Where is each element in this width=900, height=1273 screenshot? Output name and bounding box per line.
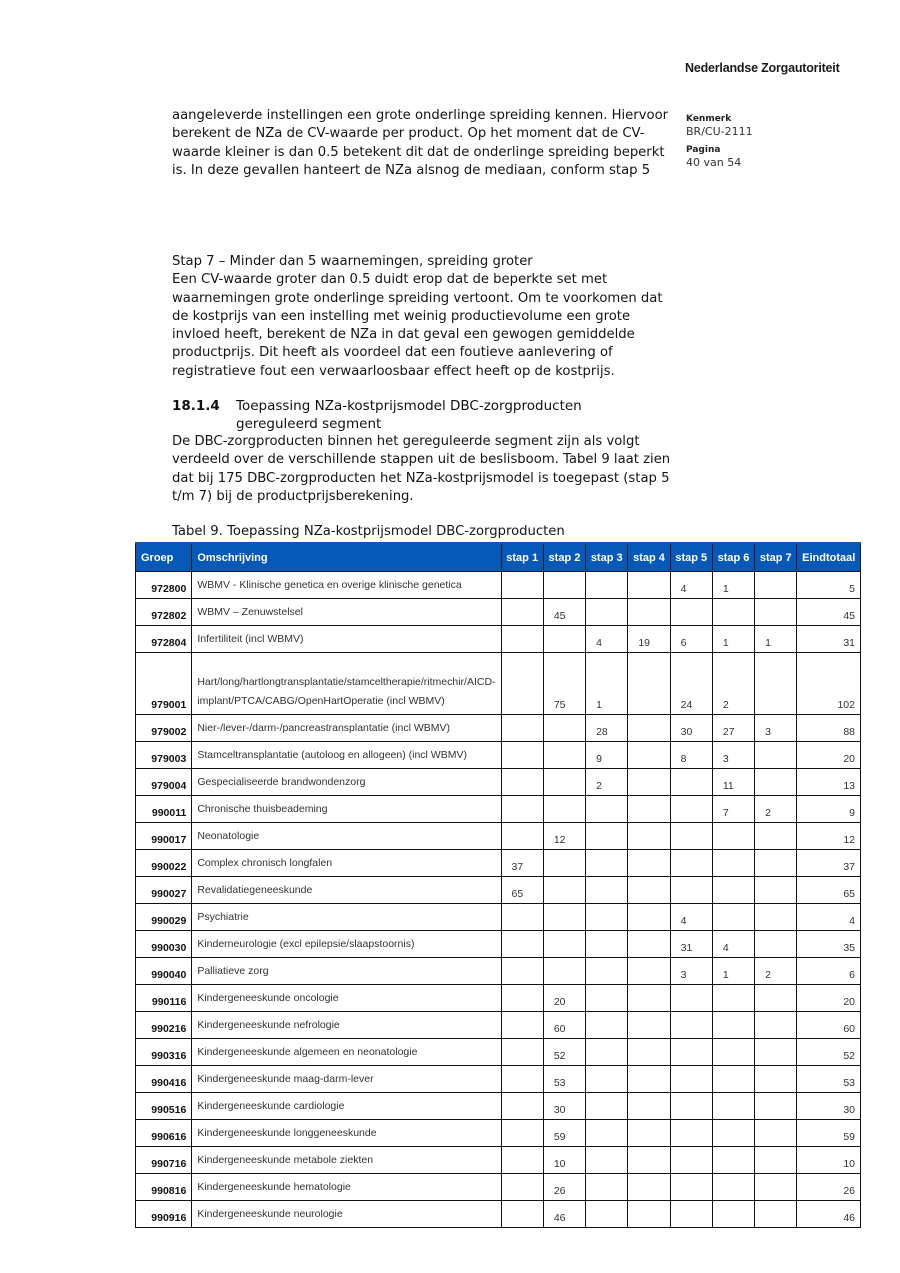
cell-eindtotaal: 30 xyxy=(797,1093,861,1120)
cell-stap7 xyxy=(755,985,797,1012)
cell-stap1 xyxy=(501,796,543,823)
cell-stap2 xyxy=(543,572,585,599)
cell-stap2: 26 xyxy=(543,1174,585,1201)
col-stap3: stap 3 xyxy=(586,543,628,572)
cell-stap1 xyxy=(501,626,543,653)
cell-groep: 990316 xyxy=(136,1039,192,1066)
cell-stap4 xyxy=(628,1012,670,1039)
cell-stap7 xyxy=(755,599,797,626)
cell-stap4 xyxy=(628,653,670,715)
cell-stap1 xyxy=(501,1066,543,1093)
cell-stap5 xyxy=(670,599,712,626)
cell-stap4 xyxy=(628,1147,670,1174)
section-title-line2: gereguleerd segment xyxy=(236,416,382,432)
cell-stap2: 52 xyxy=(543,1039,585,1066)
cell-stap4 xyxy=(628,572,670,599)
cell-stap6 xyxy=(712,1120,754,1147)
table-row xyxy=(136,796,861,823)
cell-stap6: 1 xyxy=(712,626,754,653)
cell-stap3: 4 xyxy=(586,626,628,653)
cell-omschrijving: Revalidatiegeneeskunde xyxy=(192,877,501,904)
cell-stap2: 12 xyxy=(543,823,585,850)
section-heading xyxy=(172,397,682,433)
table-row xyxy=(136,958,861,985)
cell-groep: 990616 xyxy=(136,1120,192,1147)
cell-stap3 xyxy=(586,985,628,1012)
cell-stap4 xyxy=(628,904,670,931)
cell-omschrijving: Stamceltransplantatie (autoloog en allogeen) (incl WBMV) xyxy=(192,742,501,769)
cell-stap4 xyxy=(628,1120,670,1147)
cell-stap5: 4 xyxy=(670,904,712,931)
cell-stap5 xyxy=(670,796,712,823)
cell-stap6 xyxy=(712,1174,754,1201)
cell-groep: 990030 xyxy=(136,931,192,958)
cell-stap4 xyxy=(628,1201,670,1228)
cell-groep: 979001 xyxy=(136,653,192,715)
cell-omschrijving: Infertiliteit (incl WBMV) xyxy=(192,626,501,653)
cell-stap3 xyxy=(586,1147,628,1174)
cell-stap1: 65 xyxy=(501,877,543,904)
cell-groep: 990716 xyxy=(136,1147,192,1174)
cell-stap7: 1 xyxy=(755,626,797,653)
cell-stap2: 10 xyxy=(543,1147,585,1174)
cell-stap6 xyxy=(712,599,754,626)
cell-stap1 xyxy=(501,958,543,985)
cell-stap1 xyxy=(501,1039,543,1066)
cell-stap2 xyxy=(543,742,585,769)
cell-stap5 xyxy=(670,1147,712,1174)
cell-stap4 xyxy=(628,599,670,626)
col-groep: Groep xyxy=(136,543,192,572)
cell-stap3 xyxy=(586,823,628,850)
cell-stap2: 30 xyxy=(543,1093,585,1120)
table-row xyxy=(136,931,861,958)
cell-omschrijving: Gespecialiseerde brandwondenzorg xyxy=(192,769,501,796)
table-row xyxy=(136,572,861,599)
cell-eindtotaal: 26 xyxy=(797,1174,861,1201)
cell-eindtotaal: 20 xyxy=(797,985,861,1012)
cell-stap7 xyxy=(755,850,797,877)
cell-stap1 xyxy=(501,904,543,931)
cell-stap5 xyxy=(670,1039,712,1066)
cell-stap7 xyxy=(755,904,797,931)
cell-stap6: 4 xyxy=(712,931,754,958)
cell-stap1 xyxy=(501,823,543,850)
cell-omschrijving: WBMV - Klinische genetica en overige klinische genetica xyxy=(192,572,501,599)
cell-stap3 xyxy=(586,958,628,985)
cell-stap2 xyxy=(543,877,585,904)
cell-stap6 xyxy=(712,904,754,931)
cell-eindtotaal: 59 xyxy=(797,1120,861,1147)
cell-stap2 xyxy=(543,958,585,985)
cell-stap5: 24 xyxy=(670,653,712,715)
cell-groep: 990027 xyxy=(136,877,192,904)
cell-stap1 xyxy=(501,985,543,1012)
table-row xyxy=(136,850,861,877)
table-row xyxy=(136,742,861,769)
cell-stap2: 45 xyxy=(543,599,585,626)
cell-stap2: 59 xyxy=(543,1120,585,1147)
cell-stap1 xyxy=(501,572,543,599)
cell-stap5 xyxy=(670,1174,712,1201)
cell-stap6: 3 xyxy=(712,742,754,769)
cell-groep: 972802 xyxy=(136,599,192,626)
cell-omschrijving: Kindergeneeskunde nefrologie xyxy=(192,1012,501,1039)
cell-groep: 972804 xyxy=(136,626,192,653)
cell-eindtotaal: 52 xyxy=(797,1039,861,1066)
cell-stap4 xyxy=(628,850,670,877)
cell-stap5 xyxy=(670,1120,712,1147)
cell-groep: 990816 xyxy=(136,1174,192,1201)
cell-stap1 xyxy=(501,742,543,769)
table-row xyxy=(136,904,861,931)
paragraph-intro: aangeleverde instellingen een grote onderlinge spreiding kennen. Hiervoor berekent de NZa de CV-waarde per product. Op het moment dat de CV-waarde kleiner is dan 0.5 betekent dit dat de onderlinge spreiding beperkt is. In deze gevallen hanteert de NZa alsnog de mediaan, conform stap 5 xyxy=(172,108,669,178)
cell-stap6 xyxy=(712,823,754,850)
cell-stap7 xyxy=(755,742,797,769)
cell-eindtotaal: 60 xyxy=(797,1012,861,1039)
cell-eindtotaal: 4 xyxy=(797,904,861,931)
cell-stap6 xyxy=(712,985,754,1012)
col-stap7: stap 7 xyxy=(755,543,797,572)
cell-stap5: 6 xyxy=(670,626,712,653)
cell-eindtotaal: 10 xyxy=(797,1147,861,1174)
cell-stap4 xyxy=(628,958,670,985)
cell-stap5 xyxy=(670,823,712,850)
cell-stap3 xyxy=(586,904,628,931)
cell-stap7 xyxy=(755,931,797,958)
table-row xyxy=(136,599,861,626)
cell-omschrijving: Kindergeneeskunde oncologie xyxy=(192,985,501,1012)
table-header-row xyxy=(136,543,861,572)
col-stap4: stap 4 xyxy=(628,543,670,572)
cell-stap1: 37 xyxy=(501,850,543,877)
cell-eindtotaal: 102 xyxy=(797,653,861,715)
cell-stap7 xyxy=(755,1093,797,1120)
cell-stap6: 7 xyxy=(712,796,754,823)
cell-eindtotaal: 31 xyxy=(797,626,861,653)
table-row xyxy=(136,1147,861,1174)
cell-stap3 xyxy=(586,572,628,599)
cell-omschrijving: Kindergeneeskunde cardiologie xyxy=(192,1093,501,1120)
cell-eindtotaal: 46 xyxy=(797,1201,861,1228)
organization-name: Nederlandse Zorgautoriteit xyxy=(685,61,840,75)
table-caption: Tabel 9. Toepassing NZa-kostprijsmodel DBC-zorgproducten xyxy=(172,524,565,539)
cell-stap7 xyxy=(755,1120,797,1147)
cell-eindtotaal: 53 xyxy=(797,1066,861,1093)
cell-stap1 xyxy=(501,1147,543,1174)
cell-stap4 xyxy=(628,1066,670,1093)
cell-stap3: 9 xyxy=(586,742,628,769)
cell-stap1 xyxy=(501,1093,543,1120)
col-stap1: stap 1 xyxy=(501,543,543,572)
cell-stap6 xyxy=(712,1066,754,1093)
cell-omschrijving: Kindergeneeskunde algemeen en neonatologie xyxy=(192,1039,501,1066)
cell-stap3 xyxy=(586,1066,628,1093)
cell-omschrijving: Neonatologie xyxy=(192,823,501,850)
cell-stap4 xyxy=(628,796,670,823)
cell-stap2: 53 xyxy=(543,1066,585,1093)
cell-stap7 xyxy=(755,823,797,850)
cell-stap7 xyxy=(755,1039,797,1066)
stap7-title: Stap 7 – Minder dan 5 waarnemingen, spreiding groter xyxy=(172,254,533,269)
cell-stap3 xyxy=(586,1012,628,1039)
cell-stap3: 1 xyxy=(586,653,628,715)
pagina-label: Pagina xyxy=(686,144,721,155)
cell-groep: 990416 xyxy=(136,1066,192,1093)
cell-stap3 xyxy=(586,850,628,877)
cell-stap7 xyxy=(755,572,797,599)
cell-groep: 990916 xyxy=(136,1201,192,1228)
cell-stap4 xyxy=(628,877,670,904)
kenmerk-label: Kenmerk xyxy=(686,114,732,124)
cell-eindtotaal: 6 xyxy=(797,958,861,985)
table-row xyxy=(136,1120,861,1147)
cell-stap5 xyxy=(670,1066,712,1093)
cell-groep: 990116 xyxy=(136,985,192,1012)
cell-stap2: 60 xyxy=(543,1012,585,1039)
cell-stap6 xyxy=(712,1039,754,1066)
cell-stap1 xyxy=(501,769,543,796)
cell-stap7 xyxy=(755,1012,797,1039)
cell-stap7 xyxy=(755,877,797,904)
cell-stap4 xyxy=(628,742,670,769)
cell-groep: 990040 xyxy=(136,958,192,985)
cell-eindtotaal: 20 xyxy=(797,742,861,769)
cell-stap6 xyxy=(712,1201,754,1228)
cell-stap2 xyxy=(543,769,585,796)
table-row xyxy=(136,1201,861,1228)
cell-omschrijving: WBMV – Zenuwstelsel xyxy=(192,599,501,626)
cell-stap7 xyxy=(755,653,797,715)
cell-stap3 xyxy=(586,1174,628,1201)
table-row xyxy=(136,985,861,1012)
cell-stap2 xyxy=(543,904,585,931)
cell-stap5: 31 xyxy=(670,931,712,958)
cell-omschrijving: Hart/long/hartlongtransplantatie/stamceltherapie/ritmechir/AICD-implant/PTCA/CABG/OpenHartOperatie (incl WBMV) xyxy=(192,653,501,715)
cell-stap6 xyxy=(712,850,754,877)
table-row xyxy=(136,715,861,742)
cell-stap6 xyxy=(712,1093,754,1120)
cell-stap3: 2 xyxy=(586,769,628,796)
cell-eindtotaal: 12 xyxy=(797,823,861,850)
cell-groep: 990022 xyxy=(136,850,192,877)
cell-stap3 xyxy=(586,1120,628,1147)
cell-stap4 xyxy=(628,1039,670,1066)
cell-eindtotaal: 35 xyxy=(797,931,861,958)
table-row xyxy=(136,769,861,796)
col-omschrijving: Omschrijving xyxy=(192,543,501,572)
table-row xyxy=(136,877,861,904)
cell-stap5: 4 xyxy=(670,572,712,599)
table-row xyxy=(136,823,861,850)
cell-stap4 xyxy=(628,769,670,796)
cell-stap5 xyxy=(670,985,712,1012)
cell-stap2: 46 xyxy=(543,1201,585,1228)
cell-stap1 xyxy=(501,1201,543,1228)
cell-stap3: 28 xyxy=(586,715,628,742)
cell-stap3 xyxy=(586,931,628,958)
section-number: 18.1.4 xyxy=(172,398,220,414)
paragraph-section: De DBC-zorgproducten binnen het gereguleerde segment zijn als volgt verdeeld over de verschillende stappen uit de beslisboom. Tabel 9 laat zien dat bij 175 DBC-zorgproducten het NZa-kostprijsmodel is toegepast (stap 5 t/m 7) bij de productprijsberekening. xyxy=(172,434,671,504)
cell-stap7: 3 xyxy=(755,715,797,742)
col-eindtotaal: Eindtotaal xyxy=(797,543,861,572)
cell-stap7 xyxy=(755,1066,797,1093)
cell-stap2 xyxy=(543,796,585,823)
cell-eindtotaal: 88 xyxy=(797,715,861,742)
cell-groep: 990216 xyxy=(136,1012,192,1039)
cell-omschrijving: Kindergeneeskunde metabole ziekten xyxy=(192,1147,501,1174)
cell-stap6: 27 xyxy=(712,715,754,742)
document-meta xyxy=(686,114,753,176)
cell-stap5 xyxy=(670,1012,712,1039)
cell-groep: 990029 xyxy=(136,904,192,931)
table-row xyxy=(136,653,861,715)
cell-stap3 xyxy=(586,1039,628,1066)
cell-stap2 xyxy=(543,931,585,958)
cell-omschrijving: Kinderneurologie (excl epilepsie/slaapstoornis) xyxy=(192,931,501,958)
cell-groep: 979002 xyxy=(136,715,192,742)
cell-omschrijving: Palliatieve zorg xyxy=(192,958,501,985)
cell-stap7: 2 xyxy=(755,958,797,985)
col-stap2: stap 2 xyxy=(543,543,585,572)
cell-stap1 xyxy=(501,1120,543,1147)
cell-stap1 xyxy=(501,715,543,742)
stap7-text: Een CV-waarde groter dan 0.5 duidt erop dat de beperkte set met waarnemingen grote onderlinge spreiding vertoont. Om te voorkomen dat de kostprijs van een instelling met weinig productievolume een grote invloed heeft, berekent de NZa in dat geval een gewogen gemiddelde productprijs. Dit heeft als voordeel dat een foutieve aanlevering of registratieve fout een verwaarloosbaar effect heeft op de kostprijs. xyxy=(172,272,663,379)
table-row xyxy=(136,1012,861,1039)
cell-groep: 990017 xyxy=(136,823,192,850)
cell-stap2 xyxy=(543,715,585,742)
cell-stap2 xyxy=(543,850,585,877)
cell-stap5: 30 xyxy=(670,715,712,742)
cell-eindtotaal: 65 xyxy=(797,877,861,904)
section-title-line1: Toepassing NZa-kostprijsmodel DBC-zorgproducten xyxy=(236,398,582,414)
cell-stap5 xyxy=(670,850,712,877)
cell-stap6 xyxy=(712,877,754,904)
cell-stap1 xyxy=(501,931,543,958)
cell-stap6 xyxy=(712,1147,754,1174)
kenmerk-value: BR/CU-2111 xyxy=(686,124,753,138)
cell-stap5 xyxy=(670,1093,712,1120)
cell-stap6: 1 xyxy=(712,572,754,599)
cell-groep: 979004 xyxy=(136,769,192,796)
table-row xyxy=(136,1039,861,1066)
table-row xyxy=(136,1174,861,1201)
cell-stap5 xyxy=(670,1201,712,1228)
cell-eindtotaal: 37 xyxy=(797,850,861,877)
table-row xyxy=(136,1066,861,1093)
cell-omschrijving: Kindergeneeskunde maag-darm-lever xyxy=(192,1066,501,1093)
cell-omschrijving: Psychiatrie xyxy=(192,904,501,931)
cell-stap6: 2 xyxy=(712,653,754,715)
cell-stap4 xyxy=(628,1174,670,1201)
cell-groep: 990516 xyxy=(136,1093,192,1120)
table-row xyxy=(136,626,861,653)
cell-stap6 xyxy=(712,1012,754,1039)
cell-stap1 xyxy=(501,1012,543,1039)
cell-stap7 xyxy=(755,769,797,796)
cell-stap7 xyxy=(755,1174,797,1201)
cell-eindtotaal: 5 xyxy=(797,572,861,599)
cell-stap2 xyxy=(543,626,585,653)
cell-stap7: 2 xyxy=(755,796,797,823)
cell-stap3 xyxy=(586,1201,628,1228)
cell-stap4 xyxy=(628,985,670,1012)
cell-stap5: 3 xyxy=(670,958,712,985)
cell-stap4 xyxy=(628,1093,670,1120)
cell-stap5 xyxy=(670,769,712,796)
cell-stap3 xyxy=(586,1093,628,1120)
col-stap6: stap 6 xyxy=(712,543,754,572)
cell-eindtotaal: 45 xyxy=(797,599,861,626)
cell-stap1 xyxy=(501,653,543,715)
paragraph-stap7 xyxy=(172,253,682,381)
cell-stap1 xyxy=(501,599,543,626)
cell-eindtotaal: 9 xyxy=(797,796,861,823)
cell-groep: 990011 xyxy=(136,796,192,823)
col-stap5: stap 5 xyxy=(670,543,712,572)
cell-stap4 xyxy=(628,931,670,958)
cell-stap7 xyxy=(755,1201,797,1228)
cell-omschrijving: Chronische thuisbeademing xyxy=(192,796,501,823)
cell-eindtotaal: 13 xyxy=(797,769,861,796)
cell-stap4 xyxy=(628,715,670,742)
cell-stap3 xyxy=(586,877,628,904)
cell-omschrijving: Kindergeneeskunde longgeneeskunde xyxy=(192,1120,501,1147)
pagina-value: 40 van 54 xyxy=(686,155,742,169)
cell-stap2: 20 xyxy=(543,985,585,1012)
cell-stap7 xyxy=(755,1147,797,1174)
cell-stap1 xyxy=(501,1174,543,1201)
cell-stap6: 1 xyxy=(712,958,754,985)
cell-stap4: 19 xyxy=(628,626,670,653)
table-row xyxy=(136,1093,861,1120)
cell-omschrijving: Nier-/lever-/darm-/pancreastransplantatie (incl WBMV) xyxy=(192,715,501,742)
cell-stap6: 11 xyxy=(712,769,754,796)
cell-omschrijving: Complex chronisch longfalen xyxy=(192,850,501,877)
cell-stap4 xyxy=(628,823,670,850)
cell-stap3 xyxy=(586,599,628,626)
cell-stap5: 8 xyxy=(670,742,712,769)
cell-stap3 xyxy=(586,796,628,823)
cell-groep: 972800 xyxy=(136,572,192,599)
cell-stap2: 75 xyxy=(543,653,585,715)
cell-omschrijving: Kindergeneeskunde neurologie xyxy=(192,1201,501,1228)
table-9 xyxy=(135,542,861,1228)
cell-groep: 979003 xyxy=(136,742,192,769)
cell-omschrijving: Kindergeneeskunde hematologie xyxy=(192,1174,501,1201)
cell-stap5 xyxy=(670,877,712,904)
